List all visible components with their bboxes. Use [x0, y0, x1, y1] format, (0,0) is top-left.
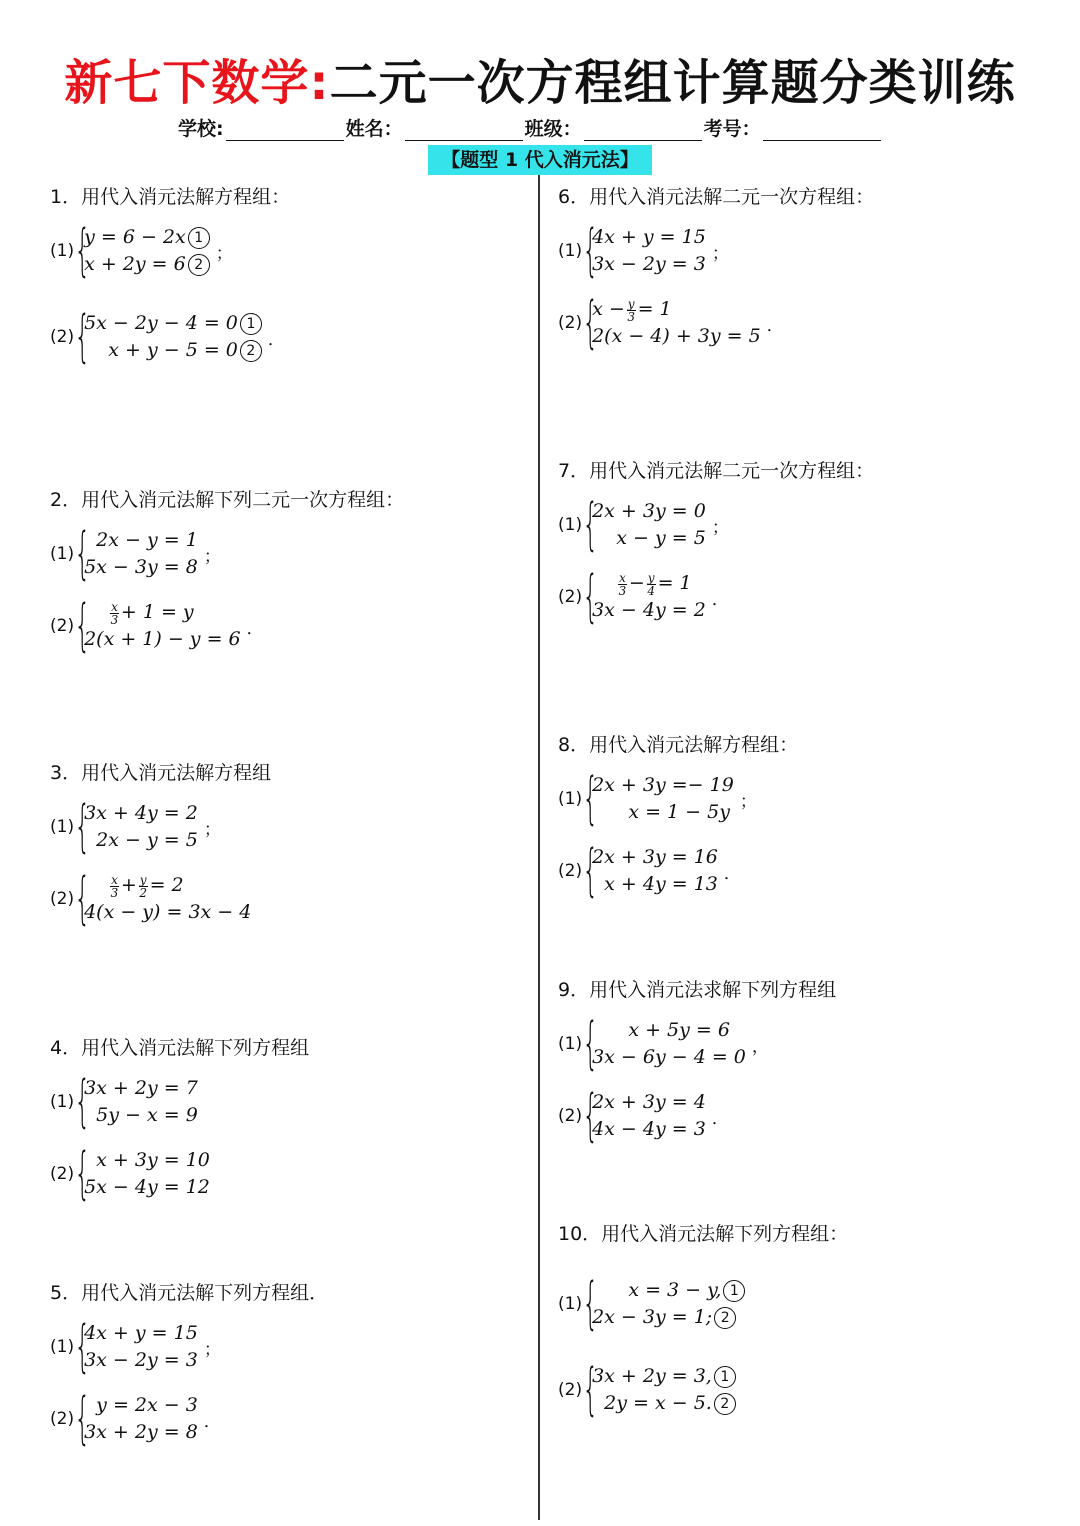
equation: [592, 296, 761, 323]
brace-icon: {: [582, 492, 599, 557]
equation: [84, 1392, 198, 1419]
brace-icon: {: [74, 521, 91, 586]
equation-system-1: [50, 794, 520, 859]
punctuation: ．: [246, 618, 264, 639]
brace-icon: {: [582, 564, 599, 629]
equation-lines: [592, 296, 761, 350]
equation-system-2: [50, 1141, 520, 1206]
brace-icon: {: [582, 1083, 599, 1148]
problem-title: 10．用代入消元法解下列方程组：: [558, 1223, 849, 1245]
brace-icon: {: [582, 218, 599, 283]
equation: [84, 1419, 198, 1446]
equation-lines: [84, 872, 251, 926]
problem-title: 4．用代入消元法解下列方程组: [50, 1037, 310, 1059]
problem-1: [50, 182, 520, 395]
punctuation: ；: [739, 791, 757, 812]
equation-text: 2x + 3y =− 19: [592, 774, 734, 796]
punctuation: ；: [711, 243, 729, 264]
equation: [592, 597, 706, 624]
equation: [592, 772, 734, 799]
equation-lines: [84, 310, 262, 364]
equation: [592, 1304, 745, 1331]
equation: [592, 1089, 706, 1116]
denominator: 3: [618, 583, 627, 598]
fraction: [627, 298, 636, 323]
equation-lines: [592, 498, 706, 552]
equation-text: 2x + 3y = 16: [592, 846, 718, 868]
part-label: (2): [558, 313, 583, 333]
equation: [84, 1174, 210, 1201]
fraction: [110, 874, 119, 899]
equation: [592, 1277, 745, 1304]
part-label: (1): [50, 241, 75, 261]
problem-10: [558, 1219, 1028, 1448]
equation-system-1: [50, 521, 520, 586]
equation: [84, 527, 198, 554]
equation: [84, 310, 262, 337]
equation-text: x + 3y = 10: [84, 1149, 210, 1171]
problem-4: [50, 1033, 520, 1218]
equation-lines: [592, 570, 706, 624]
equation-text: y = 6 − 2x: [84, 226, 186, 248]
punctuation: ．: [267, 329, 285, 350]
brace-icon: {: [74, 1386, 91, 1451]
fraction: [139, 874, 148, 899]
equation-text: 3x + 4y = 2: [84, 802, 198, 824]
equation: [84, 224, 210, 251]
equation-text: 4x + y = 15: [592, 226, 706, 248]
equation-text: = 1: [637, 298, 672, 320]
brace-icon: {: [74, 593, 91, 658]
equation: [84, 1320, 198, 1347]
equation-text: 3x − 2y = 3: [592, 253, 706, 275]
part-label: (1): [50, 1092, 75, 1112]
equation: [84, 251, 210, 278]
equation-system-2: [558, 1357, 1028, 1422]
equation: [592, 1116, 706, 1143]
problem-title: 7．用代入消元法解二元一次方程组：: [558, 460, 875, 482]
equation-text: 2x + 3y = 0: [592, 500, 706, 522]
equation-lines: [592, 1017, 746, 1071]
circled-number: 1: [240, 313, 262, 335]
punctuation: ．: [723, 863, 741, 884]
equation-text: = 2: [149, 874, 184, 896]
punctuation: ．: [711, 1108, 729, 1129]
brace-icon: {: [74, 1314, 91, 1379]
equation-text: x + y − 5 = 0: [84, 339, 238, 361]
equation-lines: [84, 224, 210, 278]
equation-system-2: [558, 838, 1028, 903]
part-label: (1): [558, 1294, 583, 1314]
problem-7: [558, 456, 1028, 641]
name-blank[interactable]: [405, 118, 523, 141]
problem-9: [558, 975, 1028, 1160]
equation-system-1: [558, 218, 1028, 283]
part-label: (2): [50, 889, 75, 909]
part-label: (2): [558, 1106, 583, 1126]
circled-number: 2: [714, 1393, 736, 1415]
equation-text: 4x − 4y = 3: [592, 1118, 706, 1140]
equation: [592, 498, 706, 525]
exam-number-blank[interactable]: [763, 118, 881, 141]
problem-8: [558, 730, 1028, 915]
punctuation: ；: [711, 517, 729, 538]
equation: [592, 844, 718, 871]
fraction: [110, 601, 119, 626]
equation-system-2: [558, 564, 1028, 629]
equation: [84, 626, 241, 653]
brace-icon: {: [74, 866, 91, 931]
equation-text: x − y = 5: [592, 527, 706, 549]
equation: [592, 323, 761, 350]
part-label: (1): [558, 515, 583, 535]
part-label: (1): [50, 544, 75, 564]
class-label: 班级：: [524, 118, 582, 140]
equation-text: y = 2x − 3: [84, 1394, 198, 1416]
punctuation: ．: [203, 1411, 221, 1432]
part-label: (2): [50, 327, 75, 347]
circled-number: 1: [188, 227, 210, 249]
circled-number: 2: [240, 340, 262, 362]
part-label: (2): [558, 1380, 583, 1400]
column-divider: [538, 175, 540, 1520]
brace-icon: {: [74, 1141, 91, 1206]
equation-text: 3x − 2y = 3: [84, 1349, 198, 1371]
equation-text: 5x − 4y = 12: [84, 1176, 210, 1198]
equation-system-2: [558, 290, 1028, 355]
equation-lines: [592, 1363, 736, 1417]
equation: [84, 827, 198, 854]
brace-icon: {: [582, 838, 599, 903]
equation-text: x + 5y = 6: [592, 1019, 730, 1041]
circled-number: 1: [723, 1280, 745, 1302]
fraction: [647, 572, 656, 597]
equation-text: x −: [592, 298, 625, 320]
brace-icon: {: [582, 1271, 599, 1336]
circled-number: 2: [188, 254, 210, 276]
circled-number: 1: [714, 1366, 736, 1388]
part-label: (1): [558, 789, 583, 809]
equation-text: 3x − 6y − 4 = 0: [592, 1046, 746, 1068]
part-label: (2): [558, 861, 583, 881]
equation-text: 2x − 3y = 1;: [592, 1306, 713, 1328]
equation-text: 5x − 2y − 4 = 0: [84, 312, 238, 334]
equation-text: + 1 = y: [120, 601, 194, 623]
equation-text: 3x + 2y = 8: [84, 1421, 198, 1443]
equation-system-1: [50, 1314, 520, 1379]
equation: [592, 525, 706, 552]
brace-icon: {: [582, 766, 599, 831]
equation: [592, 1390, 736, 1417]
problem-2: [50, 485, 520, 670]
problem-title: 3．用代入消元法解方程组: [50, 762, 272, 784]
equation-lines: [84, 1392, 198, 1446]
equation-system-1: [558, 1011, 1028, 1076]
brace-icon: {: [74, 218, 91, 283]
equation-text: x = 1 − 5y: [592, 801, 730, 823]
equation-lines: [84, 527, 198, 581]
problem-title: 5．用代入消元法解下列方程组．: [50, 1282, 329, 1304]
equation-text: x + 2y = 6: [84, 253, 186, 275]
equation-text: 2x + 3y = 4: [592, 1091, 706, 1113]
denominator: 3: [110, 885, 119, 900]
equation-system-2: [50, 304, 520, 369]
part-label: (1): [558, 241, 583, 261]
denominator: 3: [110, 612, 119, 627]
problem-title: 9．用代入消元法求解下列方程组: [558, 979, 837, 1001]
equation-text: 4(x − y) = 3x − 4: [84, 901, 252, 923]
school-label: 学校:: [178, 118, 224, 140]
equation-lines: [592, 1277, 745, 1331]
equation: [84, 599, 241, 626]
school-blank[interactable]: [226, 118, 344, 141]
denominator: 4: [647, 583, 655, 598]
equation-text: 4x + y = 15: [84, 1322, 198, 1344]
numerator: x: [111, 872, 118, 887]
student-info-fields: [178, 114, 883, 141]
equation-lines: [592, 224, 706, 278]
equation-lines: [84, 800, 198, 854]
equation: [84, 800, 198, 827]
equation: [592, 799, 734, 826]
equation: [84, 1347, 198, 1374]
equation-text: 3x − 4y = 2: [592, 599, 706, 621]
part-label: (2): [558, 587, 583, 607]
equation-text: −: [628, 572, 645, 594]
equation: [592, 1044, 746, 1071]
problem-title: 6．用代入消元法解二元一次方程组：: [558, 186, 875, 208]
equation: [592, 251, 706, 278]
part-label: (1): [50, 817, 75, 837]
page-title: 新七下数学:二元一次方程组计算题分类训练: [64, 55, 1016, 111]
equation-lines: [592, 1089, 706, 1143]
equation-lines: [592, 772, 734, 826]
punctuation: ；: [203, 819, 221, 840]
equation-text: x + 4y = 13: [592, 873, 718, 895]
class-blank[interactable]: [584, 118, 702, 141]
equation-lines: [84, 1147, 210, 1201]
equation-text: = 1: [657, 572, 692, 594]
punctuation: ，: [751, 1036, 769, 1057]
equation-text: 5x − 3y = 8: [84, 556, 198, 578]
punctuation: ．: [711, 589, 729, 610]
equation-system-2: [50, 1386, 520, 1451]
equation-text: 2(x − 4) + 3y = 5: [592, 325, 761, 347]
problem-3: [50, 758, 520, 943]
equation-lines: [84, 1320, 198, 1374]
equation-text: 2y = x − 5.: [592, 1392, 712, 1414]
punctuation: ；: [215, 243, 233, 264]
problem-5: [50, 1278, 520, 1463]
part-label: (1): [558, 1034, 583, 1054]
brace-icon: {: [74, 1069, 91, 1134]
equation-system-1: [50, 218, 520, 283]
brace-icon: {: [74, 794, 91, 859]
punctuation: ；: [203, 546, 221, 567]
equation: [84, 872, 251, 899]
denominator: 2: [139, 885, 147, 900]
equation-system-2: [50, 866, 520, 931]
equation: [84, 337, 262, 364]
problem-6: [558, 182, 1028, 367]
equation: [84, 1102, 198, 1129]
equation-system-1: [558, 492, 1028, 557]
equation-text: 2x − y = 5: [84, 829, 198, 851]
equation-lines: [592, 844, 718, 898]
punctuation: ．: [766, 315, 784, 336]
numerator: y: [139, 872, 147, 887]
brace-icon: {: [582, 290, 599, 355]
problem-title: 2．用代入消元法解下列二元一次方程组：: [50, 489, 405, 511]
numerator: y: [647, 570, 655, 585]
part-label: (2): [50, 1409, 75, 1429]
circled-number: 2: [714, 1307, 736, 1329]
equation-text: 3x + 2y = 7: [84, 1077, 198, 1099]
equation-system-2: [50, 593, 520, 658]
equation-text: x = 3 − y,: [592, 1279, 722, 1301]
equation: [84, 554, 198, 581]
equation-system-1: [50, 1069, 520, 1134]
equation: [84, 899, 251, 926]
equation-text: 5y − x = 9: [84, 1104, 198, 1126]
punctuation: ；: [203, 1339, 221, 1360]
equation: [84, 1075, 198, 1102]
part-label: (1): [50, 1337, 75, 1357]
equation-text: 3x + 2y = 3,: [592, 1365, 712, 1387]
numerator: x: [111, 599, 118, 614]
numerator: x: [619, 570, 626, 585]
denominator: 3: [627, 309, 635, 324]
equation: [592, 1363, 736, 1390]
problem-title: 8．用代入消元法解方程组：: [558, 734, 799, 756]
part-label: (2): [50, 616, 75, 636]
equation-system-1: [558, 766, 1028, 831]
equation-lines: [84, 599, 241, 653]
equation: [592, 224, 706, 251]
brace-icon: {: [74, 304, 91, 369]
name-label: 姓名：: [345, 118, 403, 140]
equation-text: 2(x + 1) − y = 6: [84, 628, 241, 650]
brace-icon: {: [582, 1011, 599, 1076]
problem-title: 1．用代入消元法解方程组：: [50, 186, 291, 208]
section-badge: 【题型 1 代入消元法】: [428, 145, 652, 175]
exam-number-label: 考号：: [703, 118, 761, 140]
equation: [592, 871, 718, 898]
equation-text: +: [120, 874, 137, 896]
fraction: [618, 572, 627, 597]
equation: [84, 1147, 210, 1174]
numerator: y: [627, 296, 635, 311]
equation-system-2: [558, 1083, 1028, 1148]
equation: [592, 1017, 746, 1044]
equation-system-1: [558, 1271, 1028, 1336]
equation: [592, 570, 706, 597]
brace-icon: {: [582, 1357, 599, 1422]
equation-lines: [84, 1075, 198, 1129]
part-label: (2): [50, 1164, 75, 1184]
equation-text: 2x − y = 1: [84, 529, 198, 551]
